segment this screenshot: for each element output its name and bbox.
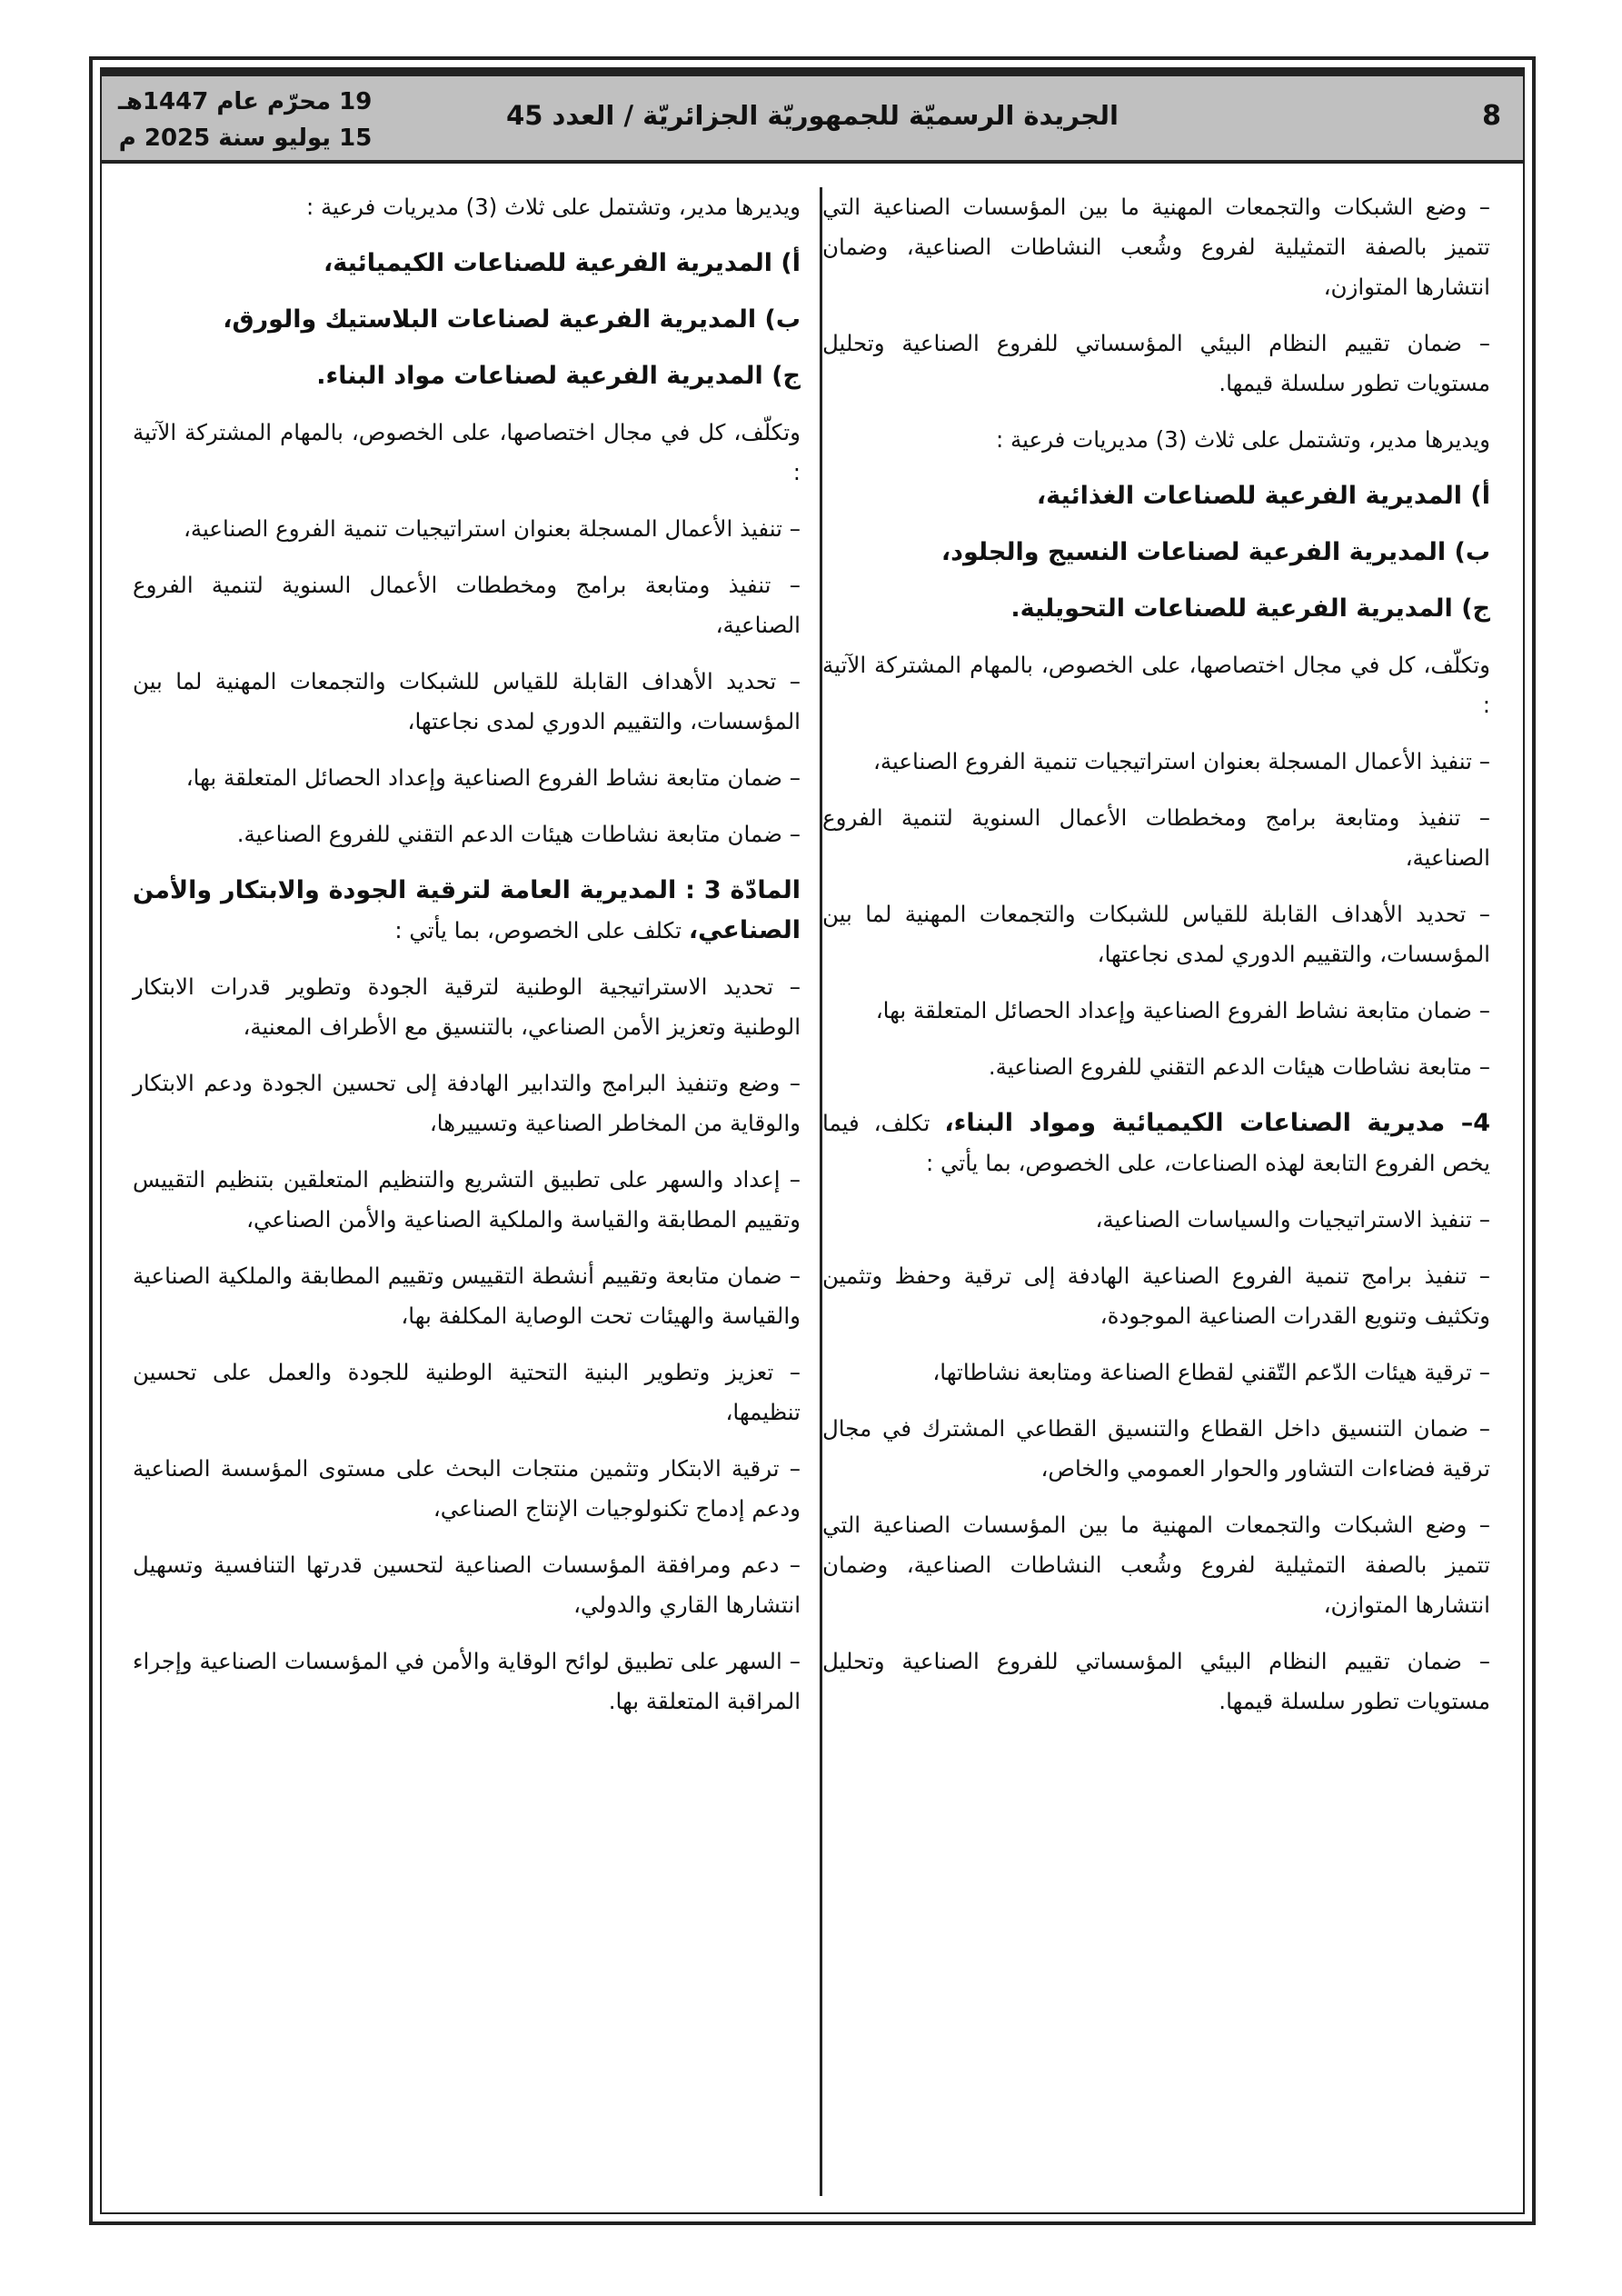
paragraph	[133, 356, 801, 396]
paragraph	[133, 871, 801, 951]
paragraph-text: – تحديد الاستراتيجية الوطنية لترقية الجودة وتطوير قدرات الابتكار الوطنية وتعزيز الأمن الصناعي، بالتنسيق مع الأطراف المعنية،	[133, 973, 801, 1040]
paragraph-text: – تحديد الأهداف القابلة للقياس للشبكات والتجمعات المهنية لما بين المؤسسات، والتقييم الدوري لمدى نجاعتها،	[822, 901, 1490, 967]
paragraph-text: – وضع وتنفيذ البرامج والتدابير الهادفة إلى تحسين الجودة ودعم الابتكار والوقاية من المخاطر الصناعية وتسييرها،	[133, 1070, 801, 1136]
paragraph-text: – ضمان تقييم النظام البيئي المؤسساتي للفروع الصناعية وتحليل مستويات تطور سلسلة قيمها.	[822, 330, 1490, 396]
paragraph	[133, 662, 801, 742]
paragraph-text: – ضمان التنسيق داخل القطاع والتنسيق القطاعي المشترك في مجال ترقية فضاءات التشاور والحوار العمومي والخاص،	[822, 1415, 1490, 1482]
paragraph	[822, 1256, 1490, 1336]
paragraph	[133, 967, 801, 1047]
issue-date	[118, 84, 372, 156]
paragraph	[822, 589, 1490, 629]
date-hijri: 19 محرّم عام 1447هـ	[118, 88, 373, 115]
paragraph	[822, 742, 1490, 782]
right-column	[822, 187, 1490, 1738]
paragraph-text: – ضمان تقييم النظام البيئي المؤسساتي للفروع الصناعية وتحليل مستويات تطور سلسلة قيمها.	[822, 1648, 1490, 1714]
paragraph-text: – إعداد والسهر على تطبيق التشريع والتنظيم المتعلقين بتنظيم التقييس وتقييم المطابقة والقياسة والملكية الصناعية والأمن الصناعي،	[133, 1166, 801, 1233]
paragraph	[822, 798, 1490, 878]
paragraph-text: – تنفيذ برامج تنمية الفروع الصناعية الهادفة إلى ترقية وحفظ وتثمين وتكثيف وتنويع القدرات الصناعية الموجودة،	[822, 1263, 1490, 1329]
paragraph	[822, 1200, 1490, 1240]
paragraph-text: تكلف، فيما يخص الفروع التابعة لهذه الصناعات، على الخصوص، بما يأتي :	[822, 1110, 1490, 1176]
paragraph-text: – تنفيذ ومتابعة برامج ومخططات الأعمال السنوية لتنمية الفروع الصناعية،	[822, 804, 1490, 871]
paragraph	[133, 509, 801, 549]
paragraph-text: ويديرها مدير، وتشتمل على ثلاث (3) مديريات فرعية :	[995, 426, 1490, 453]
paragraph	[133, 1545, 801, 1625]
paragraph	[822, 324, 1490, 404]
paragraph-heading: ب) المديرية الفرعية لصناعات النسيج والجلود،	[940, 538, 1490, 566]
paragraph	[133, 1256, 801, 1336]
paragraph	[822, 533, 1490, 573]
paragraph-text: وتكلّف، كل في مجال اختصاصها، على الخصوص، بالمهام المشتركة الآتية :	[133, 419, 801, 485]
paragraph-heading: ج) المديرية الفرعية لصناعات مواد البناء.	[316, 362, 801, 390]
paragraph-text: – ضمان متابعة نشاطات هيئات الدعم التقني للفروع الصناعية.	[236, 821, 801, 847]
paragraph-text: – ترقية الابتكار وتثمين منتجات البحث على مستوى المؤسسة الصناعية ودعم إدماج تكنولوجيات الإنتاج الصناعي،	[133, 1455, 801, 1522]
paragraph-heading: ج) المديرية الفرعية للصناعات التحويلية.	[1010, 594, 1490, 623]
paragraph-heading: 4– مديرية الصناعات الكيميائية ومواد البناء،	[944, 1109, 1490, 1137]
paragraph-text: – تنفيذ ومتابعة برامج ومخططات الأعمال السنوية لتنمية الفروع الصناعية،	[133, 572, 801, 638]
paragraph	[133, 300, 801, 340]
paragraph	[822, 645, 1490, 725]
paragraph	[133, 1160, 801, 1240]
paragraph-text: – السهر على تطبيق لوائح الوقاية والأمن في المؤسسات الصناعية وإجراء المراقبة المتعلقة بها.	[133, 1648, 801, 1714]
paragraph	[822, 187, 1490, 307]
paragraph	[133, 758, 801, 798]
paragraph-text: – تنفيذ الأعمال المسجلة بعنوان استراتيجيات تنمية الفروع الصناعية،	[183, 515, 801, 542]
paragraph	[133, 187, 801, 227]
date-gregorian: 15 يوليو سنة 2025 م	[118, 125, 373, 152]
paragraph	[822, 1409, 1490, 1489]
paragraph	[133, 1642, 801, 1722]
paragraph	[133, 1353, 801, 1433]
paragraph-text: – ضمان متابعة نشاط الفروع الصناعية وإعداد الحصائل المتعلقة بها،	[875, 997, 1490, 1023]
paragraph-text: – تعزيز وتطوير البنية التحتية الوطنية للجودة والعمل على تحسين تنظيمها،	[133, 1359, 801, 1425]
paragraph	[133, 1063, 801, 1143]
paragraph-text: – دعم ومرافقة المؤسسات الصناعية لتحسين قدرتها التنافسية وتسهيل انتشارها القاري والدولي،	[133, 1552, 801, 1618]
paragraph	[822, 1047, 1490, 1087]
paragraph-heading: المادّة 3 : المديرية العامة لترقية الجودة والابتكار والأمن الصناعي،	[133, 876, 801, 944]
paragraph	[133, 1449, 801, 1529]
paragraph	[822, 991, 1490, 1031]
paragraph-text: – ضمان متابعة نشاط الفروع الصناعية وإعداد الحصائل المتعلقة بها،	[185, 764, 801, 791]
page-frame	[89, 56, 1536, 2225]
paragraph	[822, 420, 1490, 460]
paragraph-text: ويديرها مدير، وتشتمل على ثلاث (3) مديريات فرعية :	[305, 194, 801, 220]
paragraph-text: – تنفيذ الاستراتيجيات والسياسات الصناعية،	[1095, 1206, 1490, 1233]
page-header	[102, 69, 1523, 164]
paragraph-text: – تحديد الأهداف القابلة للقياس للشبكات والتجمعات المهنية لما بين المؤسسات، والتقييم الدوري لمدى نجاعتها،	[133, 668, 801, 734]
page-inner-frame	[100, 67, 1525, 2214]
paragraph-text: – ترقية هيئات الدّعم التّقني لقطاع الصناعة ومتابعة نشاطاتها،	[932, 1359, 1490, 1385]
paragraph	[133, 413, 801, 493]
paragraph-text: تكلف على الخصوص، بما يأتي :	[394, 917, 689, 943]
paragraph	[133, 565, 801, 645]
paragraph	[822, 1642, 1490, 1722]
paragraph-text: – وضع الشبكات والتجمعات المهنية ما بين المؤسسات الصناعية التي تتميز بالصفة التمثيلية لفروع وشُعب النشاطات الصناعية، وضمان انتشارها المتوازن،	[822, 1512, 1490, 1618]
paragraph	[133, 814, 801, 854]
paragraph-text: – تنفيذ الأعمال المسجلة بعنوان استراتيجيات تنمية الفروع الصناعية،	[872, 748, 1490, 774]
paragraph	[822, 1505, 1490, 1625]
column-divider	[820, 187, 822, 2196]
paragraph	[133, 244, 801, 284]
page-number: 8	[1482, 100, 1501, 132]
paragraph-heading: أ) المديرية الفرعية للصناعات الغذائية،	[1036, 482, 1490, 510]
paragraph-text: وتكلّف، كل في مجال اختصاصها، على الخصوص، بالمهام المشتركة الآتية :	[822, 652, 1490, 718]
paragraph-heading: ب) المديرية الفرعية لصناعات البلاستيك والورق،	[223, 305, 801, 334]
paragraph-text: – وضع الشبكات والتجمعات المهنية ما بين المؤسسات الصناعية التي تتميز بالصفة التمثيلية لفروع وشُعب النشاطات الصناعية، وضمان انتشارها المتوازن،	[822, 194, 1490, 300]
paragraph-heading: أ) المديرية الفرعية للصناعات الكيميائية،	[323, 249, 801, 277]
paragraph-text: – ضمان متابعة وتقييم أنشطة التقييس وتقييم المطابقة والملكية الصناعية والقياسة والهيئات تحت الوصاية المكلفة بها،	[133, 1263, 801, 1329]
paragraph-text: – متابعة نشاطات هيئات الدعم التقني للفروع الصناعية.	[988, 1053, 1490, 1080]
paragraph	[822, 1353, 1490, 1393]
paragraph	[822, 476, 1490, 516]
paragraph	[822, 894, 1490, 974]
left-column	[133, 187, 801, 1738]
paragraph	[822, 1103, 1490, 1183]
gazette-title: الجريدة الرسميّة للجمهوريّة الجزائريّة / العدد 45	[506, 100, 1119, 131]
